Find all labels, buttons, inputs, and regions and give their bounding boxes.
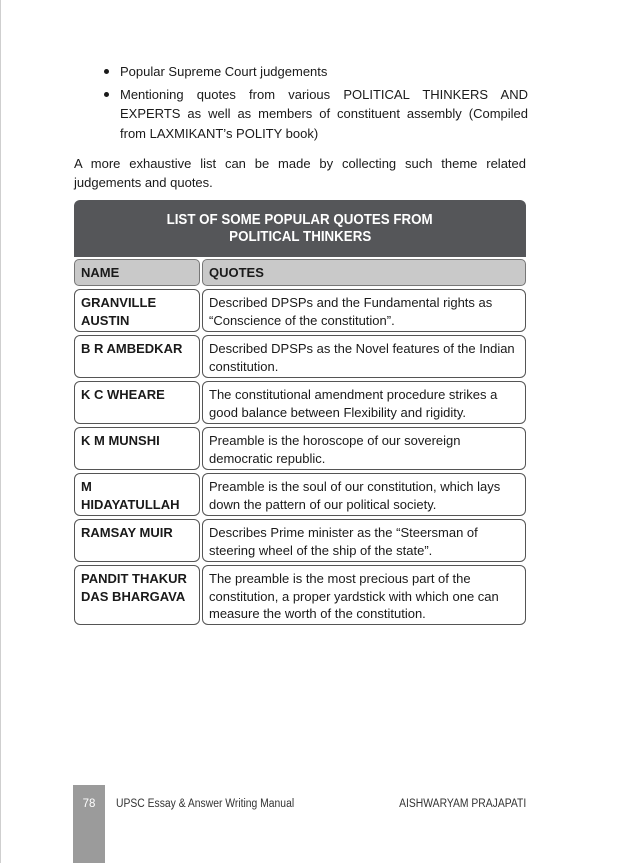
name-cell: GRANVILLE AUSTIN: [74, 289, 200, 332]
table-row: [74, 565, 526, 625]
table-row: [74, 427, 526, 470]
page-edge: [0, 0, 1, 863]
bullet-item: Mentioning quotes from various POLITICAL THINKERS AND EXPERTS as well as members of constituent assembly (Compiled from LAXMIKANT’s POLITY book): [100, 85, 528, 144]
quote-cell: Preamble is the soul of our constitution, which lays down the pattern of our political society.: [202, 473, 526, 516]
page-footer: [0, 785, 623, 863]
name-cell: M HIDAYATULLAH: [74, 473, 200, 516]
table-header-row: [74, 259, 526, 286]
table-row: [74, 289, 526, 332]
quote-cell: Preamble is the horoscope of our sovereign democratic republic.: [202, 427, 526, 470]
table-title-line: POLITICAL THINKERS: [228, 228, 372, 245]
name-cell: K C WHEARE: [74, 381, 200, 424]
name-cell: RAMSAY MUIR: [74, 519, 200, 562]
bullet-item: Popular Supreme Court judgements: [100, 62, 528, 82]
quote-cell: Describes Prime minister as the “Steersman of steering wheel of the ship of the state”.: [202, 519, 526, 562]
page-number: 78: [73, 785, 105, 863]
quote-cell: The preamble is the most precious part of the constitution, a proper yardstick with which one can measure the worth of the constitution.: [202, 565, 526, 625]
quotes-table: [74, 200, 526, 625]
footer-book-title: UPSC Essay & Answer Writing Manual: [116, 798, 295, 810]
table-title-line: LIST OF SOME POPULAR QUOTES FROM: [166, 211, 434, 228]
table-row: [74, 473, 526, 516]
quote-cell: Described DPSPs and the Fundamental rights as “Conscience of the constitution”.: [202, 289, 526, 332]
intro-paragraph: A more exhaustive list can be made by collecting such theme related judgements and quotes.: [74, 156, 526, 190]
table-row: [74, 519, 526, 562]
table-title: [74, 200, 526, 257]
header-name: NAME: [74, 259, 200, 286]
quote-cell: Described DPSPs as the Novel features of the Indian constitution.: [202, 335, 526, 378]
name-cell: PANDIT THAKUR DAS BHARGAVA: [74, 565, 200, 625]
table-row: [74, 335, 526, 378]
quote-cell: The constitutional amendment procedure strikes a good balance between Flexibility and rigidity.: [202, 381, 526, 424]
bullet-list: [100, 62, 528, 146]
name-cell: K M MUNSHI: [74, 427, 200, 470]
footer-author: AISHWARYAM PRAJAPATI: [398, 798, 526, 810]
header-quotes: QUOTES: [202, 259, 526, 286]
table-row: [74, 381, 526, 424]
name-cell: B R AMBEDKAR: [74, 335, 200, 378]
